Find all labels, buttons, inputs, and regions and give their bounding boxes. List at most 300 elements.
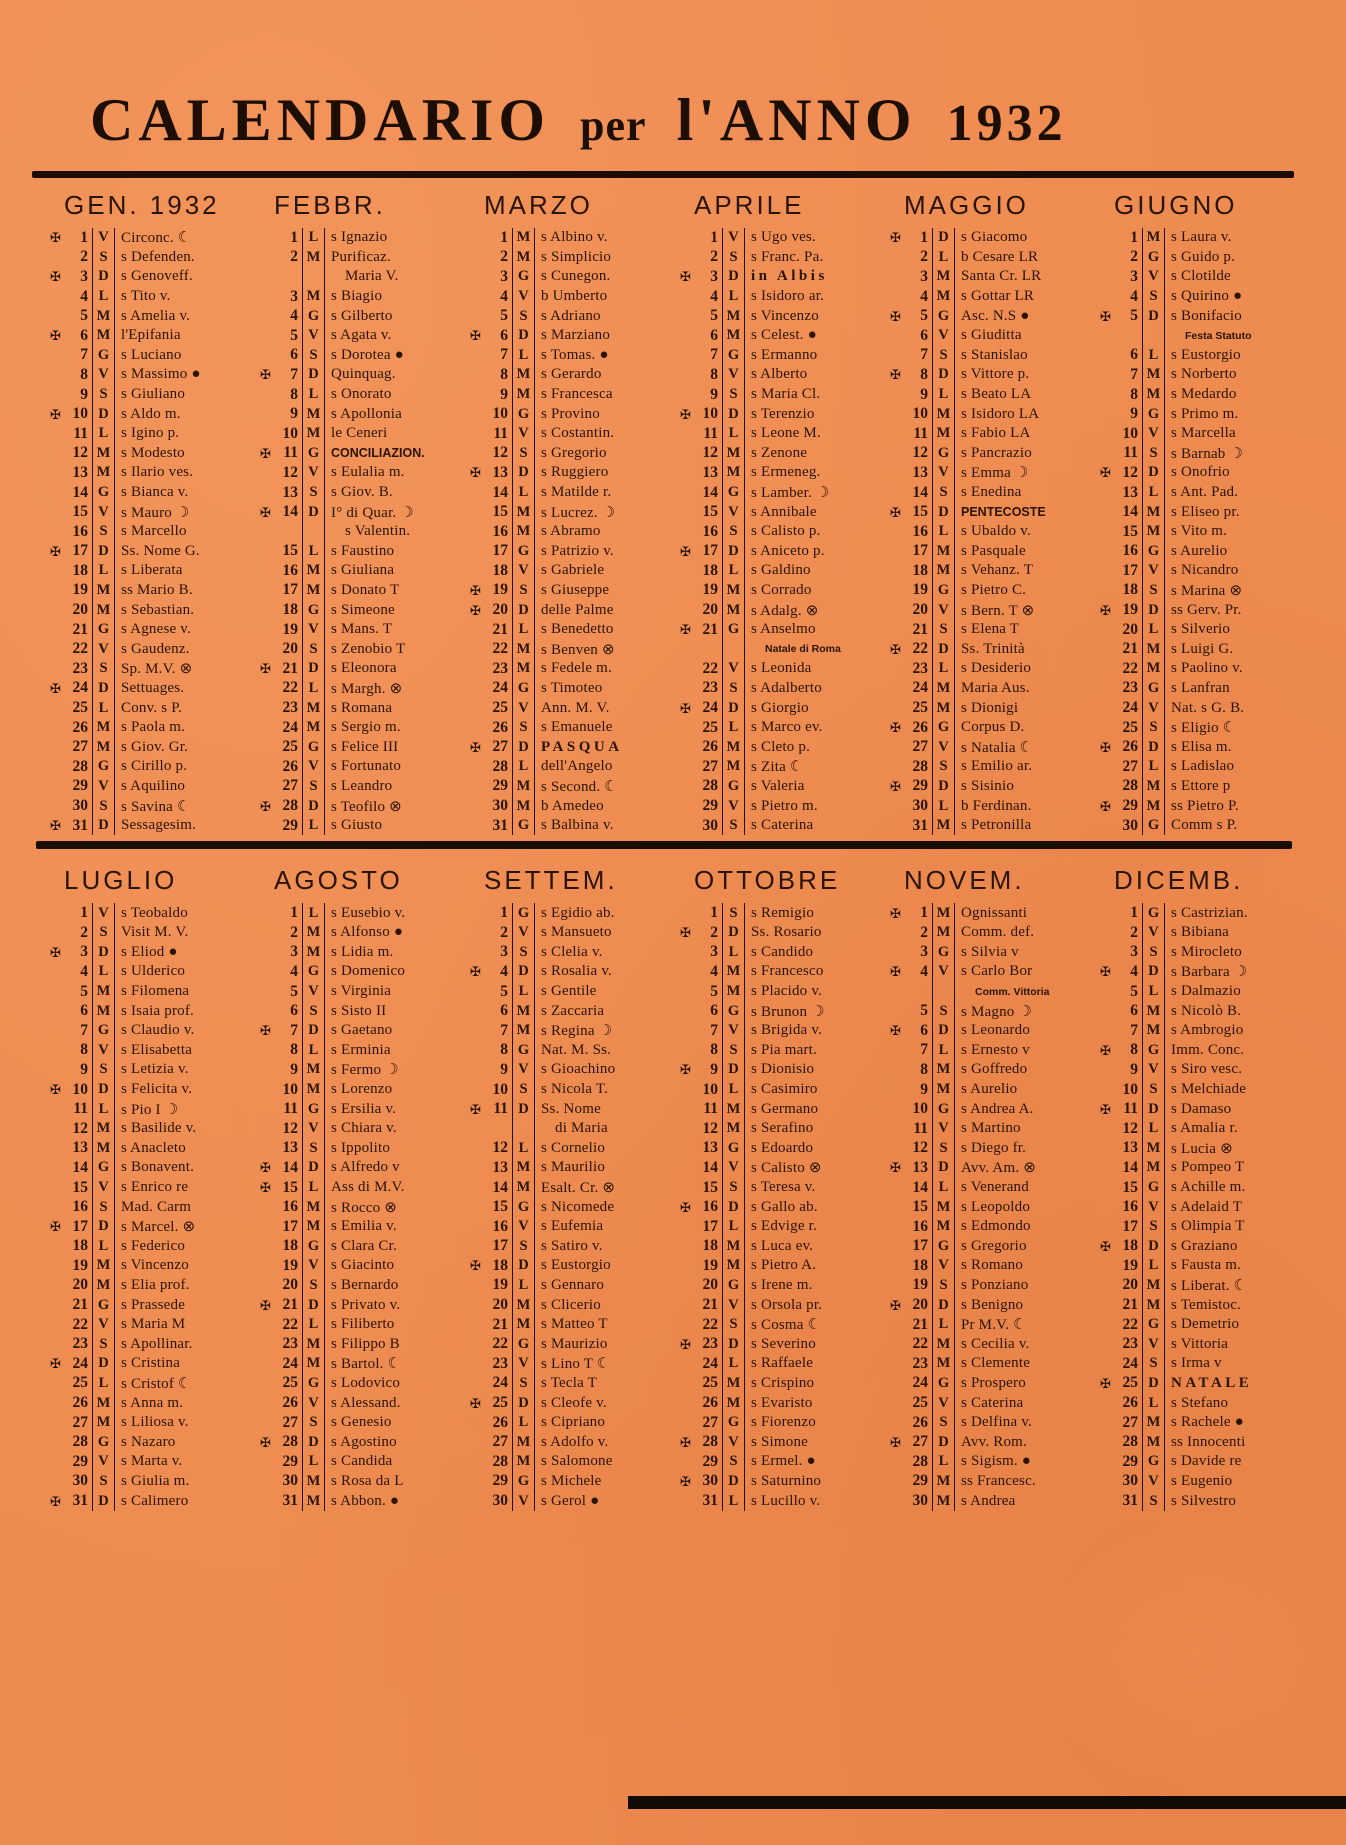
day-name: NATALE: [1171, 1374, 1253, 1391]
day-row: [1100, 248, 1300, 268]
day-name: s Melchiade: [1171, 1081, 1247, 1098]
weekday-letter: S: [512, 718, 535, 738]
weekday-letter: L: [302, 1178, 325, 1198]
weekday-letter: S: [92, 1060, 115, 1080]
weekday-letter: L: [92, 1374, 115, 1394]
day-row: [890, 385, 1090, 405]
day-row: [470, 561, 670, 581]
day-name: s Gennaro: [541, 1276, 605, 1293]
day-number: 5: [920, 1002, 928, 1020]
weekday-letter: V: [722, 1295, 745, 1315]
day-row: [50, 1354, 250, 1374]
feast-cross-icon: ✠: [680, 622, 691, 638]
day-number: 20: [72, 601, 88, 619]
weekday-letter: D: [512, 737, 535, 757]
day-number: 14: [72, 483, 88, 501]
day-row: [890, 1374, 1090, 1394]
day-row: [50, 1315, 250, 1335]
weekday-letter: L: [1142, 483, 1165, 503]
day-name: s Primo m.: [1171, 405, 1239, 422]
day-number: 28: [1122, 777, 1138, 795]
weekday-letter: M: [722, 1393, 745, 1413]
day-name: s Amelia v.: [121, 307, 191, 324]
weekday-letter: L: [932, 1452, 955, 1472]
weekday-letter: G: [722, 483, 745, 503]
day-name: s Pasquale: [961, 542, 1026, 559]
month-settembre: [470, 863, 670, 1510]
day-row: [470, 267, 670, 287]
weekday-letter: L: [1142, 346, 1165, 366]
day-name: s Eusebio v.: [331, 904, 406, 921]
day-number: 26: [282, 757, 298, 775]
day-number: 7: [290, 365, 298, 383]
day-row: [50, 943, 250, 963]
weekday-letter: M: [512, 1021, 535, 1041]
weekday-letter: G: [302, 444, 325, 464]
weekday-letter: V: [302, 620, 325, 640]
day-row: [50, 698, 250, 718]
day-number: 29: [912, 777, 928, 795]
day-number: 4: [1130, 962, 1138, 980]
feast-cross-icon: ✠: [1100, 1375, 1111, 1391]
month-name-luglio: LUGLIO: [64, 865, 178, 896]
day-name: s Candido: [751, 943, 814, 960]
day-number: 16: [1122, 542, 1138, 560]
month-marzo: [470, 188, 670, 835]
day-row: [890, 542, 1090, 562]
day-name: s Isidoro ar.: [751, 288, 825, 305]
day-number: 15: [912, 503, 928, 521]
day-name: s Goffredo: [961, 1061, 1028, 1078]
day-row: [260, 561, 460, 581]
day-number: 6: [1130, 346, 1138, 364]
month-name-febbraio: FEBBR.: [274, 190, 386, 220]
day-name: Visit M. V.: [121, 924, 189, 941]
weekday-letter: V: [1142, 1197, 1165, 1217]
day-name: s Lamber. ☽: [751, 485, 830, 502]
day-row: [680, 267, 880, 287]
day-row: [470, 737, 670, 757]
day-number: 4: [1130, 287, 1138, 305]
day-subrow: [260, 267, 460, 287]
weekday-letter: L: [302, 1452, 325, 1472]
feast-cross-icon: ✠: [470, 602, 481, 618]
weekday-letter: M: [722, 1374, 745, 1394]
day-row: [50, 385, 250, 405]
day-number: 26: [282, 1394, 298, 1412]
day-number: 11: [283, 444, 298, 462]
day-name: s Abramo: [541, 523, 601, 540]
day-number: 3: [500, 943, 508, 961]
day-number: 9: [290, 405, 298, 423]
day-number: 1: [710, 904, 718, 922]
day-row: [260, 639, 460, 659]
day-name: s Barnab ☽: [1171, 445, 1244, 462]
day-name: s Pompeo T: [1171, 1159, 1245, 1176]
day-row: [50, 718, 250, 738]
day-number: 21: [1122, 1296, 1138, 1314]
day-name: s Corrado: [751, 581, 812, 598]
weekday-letter: L: [302, 679, 325, 699]
day-name: s Lucia ⊗: [1171, 1140, 1233, 1157]
weekday-letter: S: [512, 1374, 535, 1394]
day-row: [50, 1139, 250, 1159]
day-number: 16: [912, 1217, 928, 1235]
day-name: s Enrico re: [121, 1179, 189, 1196]
day-number: 2: [500, 248, 508, 266]
day-name: s Dionisio: [751, 1061, 815, 1078]
day-name: s Clemente: [961, 1355, 1031, 1372]
day-number: 18: [72, 1237, 88, 1255]
feast-cross-icon: ✠: [890, 720, 901, 736]
day-list-ottobre: [680, 903, 880, 1510]
day-number: 21: [492, 620, 508, 638]
weekday-letter: M: [92, 1256, 115, 1276]
weekday-letter: D: [302, 659, 325, 679]
day-number: 26: [492, 718, 508, 736]
day-row: [1100, 522, 1300, 542]
day-row: [680, 1452, 880, 1472]
day-row: [1100, 385, 1300, 405]
day-number: 2: [290, 923, 298, 941]
weekday-letter: V: [722, 796, 745, 816]
day-number: 8: [500, 1041, 508, 1059]
weekday-letter: S: [92, 923, 115, 943]
day-name: b Amedeo: [541, 797, 604, 814]
day-number: 8: [1130, 385, 1138, 403]
day-row: [470, 1315, 670, 1335]
day-row: [470, 777, 670, 797]
day-number: 12: [72, 1119, 88, 1137]
month-ottobre: [680, 863, 880, 1510]
day-row: [470, 1334, 670, 1354]
feast-cross-icon: ✠: [890, 964, 901, 980]
day-number: 17: [282, 581, 298, 599]
feast-cross-icon: ✠: [890, 641, 901, 657]
weekday-letter: M: [92, 444, 115, 464]
month-giugno: [1100, 188, 1300, 835]
weekday-letter: M: [302, 698, 325, 718]
day-row: [890, 444, 1090, 464]
day-name: s Prassede: [121, 1296, 186, 1313]
day-row: [680, 248, 880, 268]
day-row: [50, 659, 250, 679]
day-name: s Erminia: [331, 1041, 391, 1058]
day-name: s Damaso: [1171, 1100, 1232, 1117]
day-number: 27: [702, 1413, 718, 1431]
weekday-letter: V: [302, 1119, 325, 1139]
weekday-letter: L: [722, 287, 745, 307]
day-name: s Felice III: [331, 738, 399, 755]
day-name: s Fortunato: [331, 758, 402, 775]
day-name: s Pietro m.: [751, 797, 818, 814]
day-row: [890, 1178, 1090, 1198]
day-number: 7: [710, 346, 718, 364]
weekday-letter: L: [302, 542, 325, 562]
day-name: s Cirillo p.: [121, 758, 188, 775]
day-row: [470, 1139, 670, 1159]
weekday-letter: S: [722, 1315, 745, 1335]
day-number: 28: [282, 797, 298, 815]
day-name: s Teresa v.: [751, 1179, 816, 1196]
weekday-letter: G: [512, 1041, 535, 1061]
day-name: s Adolfo v.: [541, 1433, 609, 1450]
weekday-letter: L: [722, 1217, 745, 1237]
day-row: [50, 561, 250, 581]
day-name: CONCILIAZION.: [331, 446, 425, 461]
weekday-letter: V: [512, 1217, 535, 1237]
day-name: s Eustorgio: [541, 1257, 611, 1274]
day-row: [1100, 698, 1300, 718]
day-name: s Brigida v.: [751, 1022, 823, 1039]
day-number: 6: [920, 326, 928, 344]
day-name: s Irma v: [1171, 1355, 1222, 1372]
weekday-letter: G: [932, 1237, 955, 1257]
day-subrow: [470, 1119, 670, 1139]
day-name: s Marco ev.: [751, 719, 823, 736]
day-number: 26: [912, 1413, 928, 1431]
day-number: 22: [1122, 1315, 1138, 1333]
day-number: 13: [72, 1139, 88, 1157]
day-row: [470, 1197, 670, 1217]
day-number: 1: [290, 904, 298, 922]
day-name: s Zita ☾: [751, 759, 804, 776]
weekday-letter: L: [1142, 620, 1165, 640]
day-row: [50, 1099, 250, 1119]
day-subrow: [1100, 326, 1300, 346]
day-row: [1100, 581, 1300, 601]
weekday-letter: V: [92, 502, 115, 522]
day-name: Sp. M.V. ⊗: [121, 661, 193, 678]
weekday-letter: M: [722, 326, 745, 346]
day-number: 20: [1122, 1276, 1138, 1294]
day-name: s Leonida: [751, 660, 812, 677]
day-name: s Marcel. ⊗: [121, 1219, 196, 1236]
day-name: s Balbina v.: [541, 817, 614, 834]
day-name: s Teofilo ⊗: [331, 798, 402, 815]
day-number: 23: [282, 699, 298, 717]
day-row: [680, 1237, 880, 1257]
day-row: [680, 796, 880, 816]
weekday-letter: S: [722, 816, 745, 836]
day-row: [470, 1001, 670, 1021]
day-number: 12: [492, 1139, 508, 1157]
weekday-letter: V: [932, 463, 955, 483]
day-row: [470, 1237, 670, 1257]
day-number: 4: [290, 307, 298, 325]
weekday-letter: D: [932, 1158, 955, 1178]
day-row: [470, 679, 670, 699]
day-row: [470, 1413, 670, 1433]
weekday-letter: D: [722, 698, 745, 718]
day-number: 30: [1122, 1472, 1138, 1490]
weekday-letter: L: [92, 424, 115, 444]
weekday-letter: M: [512, 639, 535, 659]
feast-cross-icon: ✠: [50, 269, 61, 285]
weekday-letter: D: [302, 502, 325, 522]
day-name: s Andrea: [961, 1492, 1016, 1509]
day-number: 25: [702, 718, 718, 736]
day-name: s Zaccaria: [541, 1002, 605, 1019]
weekday-letter: D: [302, 1295, 325, 1315]
day-name: s Irene m.: [751, 1276, 813, 1293]
feast-cross-icon: ✠: [680, 1199, 691, 1215]
day-row: [470, 1041, 670, 1061]
feast-cross-icon: ✠: [470, 465, 481, 481]
weekday-letter: S: [1142, 718, 1165, 738]
day-name: s Eleonora: [331, 660, 397, 677]
day-row: [50, 365, 250, 385]
day-name: s Teobaldo: [121, 904, 188, 921]
day-row: [260, 659, 460, 679]
day-name: s Bianca v.: [121, 484, 189, 501]
day-name: s Edoardo: [751, 1139, 814, 1156]
day-name: s Brunon ☽: [751, 1003, 825, 1020]
day-name: s Benigno: [961, 1296, 1024, 1313]
weekday-letter: G: [512, 404, 535, 424]
day-name: Maria Aus.: [961, 679, 1030, 696]
day-row: [1100, 600, 1300, 620]
day-number: 25: [1122, 1374, 1138, 1392]
weekday-letter: L: [932, 248, 955, 268]
day-name: s Chiara v.: [331, 1120, 397, 1137]
day-name: s Aniceto p.: [751, 542, 825, 559]
day-number: 4: [500, 962, 508, 980]
weekday-letter: G: [512, 542, 535, 562]
day-name: s Egidio ab.: [541, 904, 615, 921]
day-subname: Comm. Vittoria: [975, 985, 1050, 998]
weekday-letter: M: [92, 1119, 115, 1139]
day-name: s Cleto p.: [751, 738, 811, 755]
day-number: 31: [282, 1492, 298, 1510]
weekday-letter: M: [512, 659, 535, 679]
day-name: Ann. M. V.: [541, 699, 610, 716]
weekday-letter: M: [92, 1139, 115, 1159]
weekday-letter: D: [722, 1197, 745, 1217]
weekday-letter: L: [92, 698, 115, 718]
day-name: Ass di M.V.: [331, 1179, 405, 1196]
day-number: 11: [493, 1100, 508, 1118]
day-row: [890, 1237, 1090, 1257]
weekday-letter: S: [932, 757, 955, 777]
day-row: [50, 982, 250, 1002]
day-name: s Enedina: [961, 484, 1022, 501]
day-name: s Sisto II: [331, 1002, 387, 1019]
weekday-letter: L: [302, 816, 325, 836]
day-number: 4: [80, 287, 88, 305]
day-name: s Nicandro: [1171, 562, 1239, 579]
weekday-letter: G: [302, 1099, 325, 1119]
weekday-letter: S: [512, 943, 535, 963]
day-name: s Medardo: [1171, 386, 1237, 403]
day-number: 21: [702, 620, 718, 638]
weekday-letter: M: [722, 600, 745, 620]
day-row: [890, 777, 1090, 797]
day-row: [680, 1178, 880, 1198]
weekday-letter: G: [932, 306, 955, 326]
day-name: s Felicita v.: [121, 1081, 193, 1098]
day-name: s Leopoldo: [961, 1198, 1031, 1215]
day-number: 5: [80, 307, 88, 325]
weekday-letter: M: [92, 306, 115, 326]
day-row: [50, 326, 250, 346]
day-number: 10: [492, 1080, 508, 1098]
day-name: s Simeone: [331, 601, 395, 618]
weekday-letter: L: [932, 1041, 955, 1061]
day-name: Quinquag.: [331, 366, 396, 383]
feast-cross-icon: ✠: [470, 1101, 481, 1117]
day-name: s Simone: [751, 1433, 809, 1450]
day-name: Santa Cr. LR: [961, 268, 1042, 285]
weekday-letter: G: [1142, 248, 1165, 268]
feast-cross-icon: ✠: [50, 1356, 61, 1372]
day-row: [50, 679, 250, 699]
day-row: [680, 620, 880, 640]
weekday-letter: S: [302, 1276, 325, 1296]
day-name: s Franc. Pa.: [751, 248, 824, 265]
day-row: [260, 796, 460, 816]
day-row: [260, 600, 460, 620]
weekday-letter: V: [1142, 1334, 1165, 1354]
bottom-edge-bar: [628, 1796, 1346, 1809]
day-row: [1100, 1276, 1300, 1296]
weekday-letter: V: [722, 228, 745, 248]
day-number: 27: [912, 738, 928, 756]
day-number: 20: [702, 1276, 718, 1294]
day-number: 22: [72, 1315, 88, 1333]
day-number: 17: [1122, 561, 1138, 579]
weekday-letter: D: [1142, 1099, 1165, 1119]
day-row: [260, 1413, 460, 1433]
day-row: [260, 444, 460, 464]
day-name: s Emma ☽: [961, 465, 1029, 482]
weekday-letter: L: [722, 718, 745, 738]
day-row: [260, 1295, 460, 1315]
day-number: 23: [912, 659, 928, 677]
day-row: [260, 1334, 460, 1354]
day-number: 6: [500, 1002, 508, 1020]
day-row: [260, 228, 460, 248]
day-row: [890, 1080, 1090, 1100]
day-row: [50, 306, 250, 326]
day-number: 19: [72, 581, 88, 599]
day-name: s Zenobio T: [331, 640, 406, 657]
weekday-letter-empty: [1142, 326, 1165, 346]
day-number: 15: [72, 503, 88, 521]
day-number: 28: [282, 1433, 298, 1451]
weekday-letter: V: [932, 737, 955, 757]
weekday-letter: M: [1142, 502, 1165, 522]
day-row: [1100, 483, 1300, 503]
day-name: ss Francesc.: [961, 1472, 1036, 1489]
day-number: 27: [282, 777, 298, 795]
weekday-letter: M: [932, 1080, 955, 1100]
day-name: PASQUA: [541, 738, 623, 755]
day-name: s Adalberto: [751, 679, 822, 696]
day-name: s Evaristo: [751, 1394, 813, 1411]
day-number: 11: [283, 1100, 298, 1118]
day-name: s Leonardo: [961, 1022, 1031, 1039]
day-name: s Claudio v.: [121, 1022, 195, 1039]
day-number: 29: [912, 1472, 928, 1490]
day-name: s Eufemia: [541, 1218, 604, 1235]
day-number: 12: [1122, 1119, 1138, 1137]
day-subname: s Valentin.: [345, 523, 411, 540]
day-name: s Bartol. ☾: [331, 1356, 402, 1373]
title-word-calendario: CALENDARIO: [90, 87, 551, 153]
feast-cross-icon: ✠: [260, 798, 271, 814]
day-row: [260, 1080, 460, 1100]
